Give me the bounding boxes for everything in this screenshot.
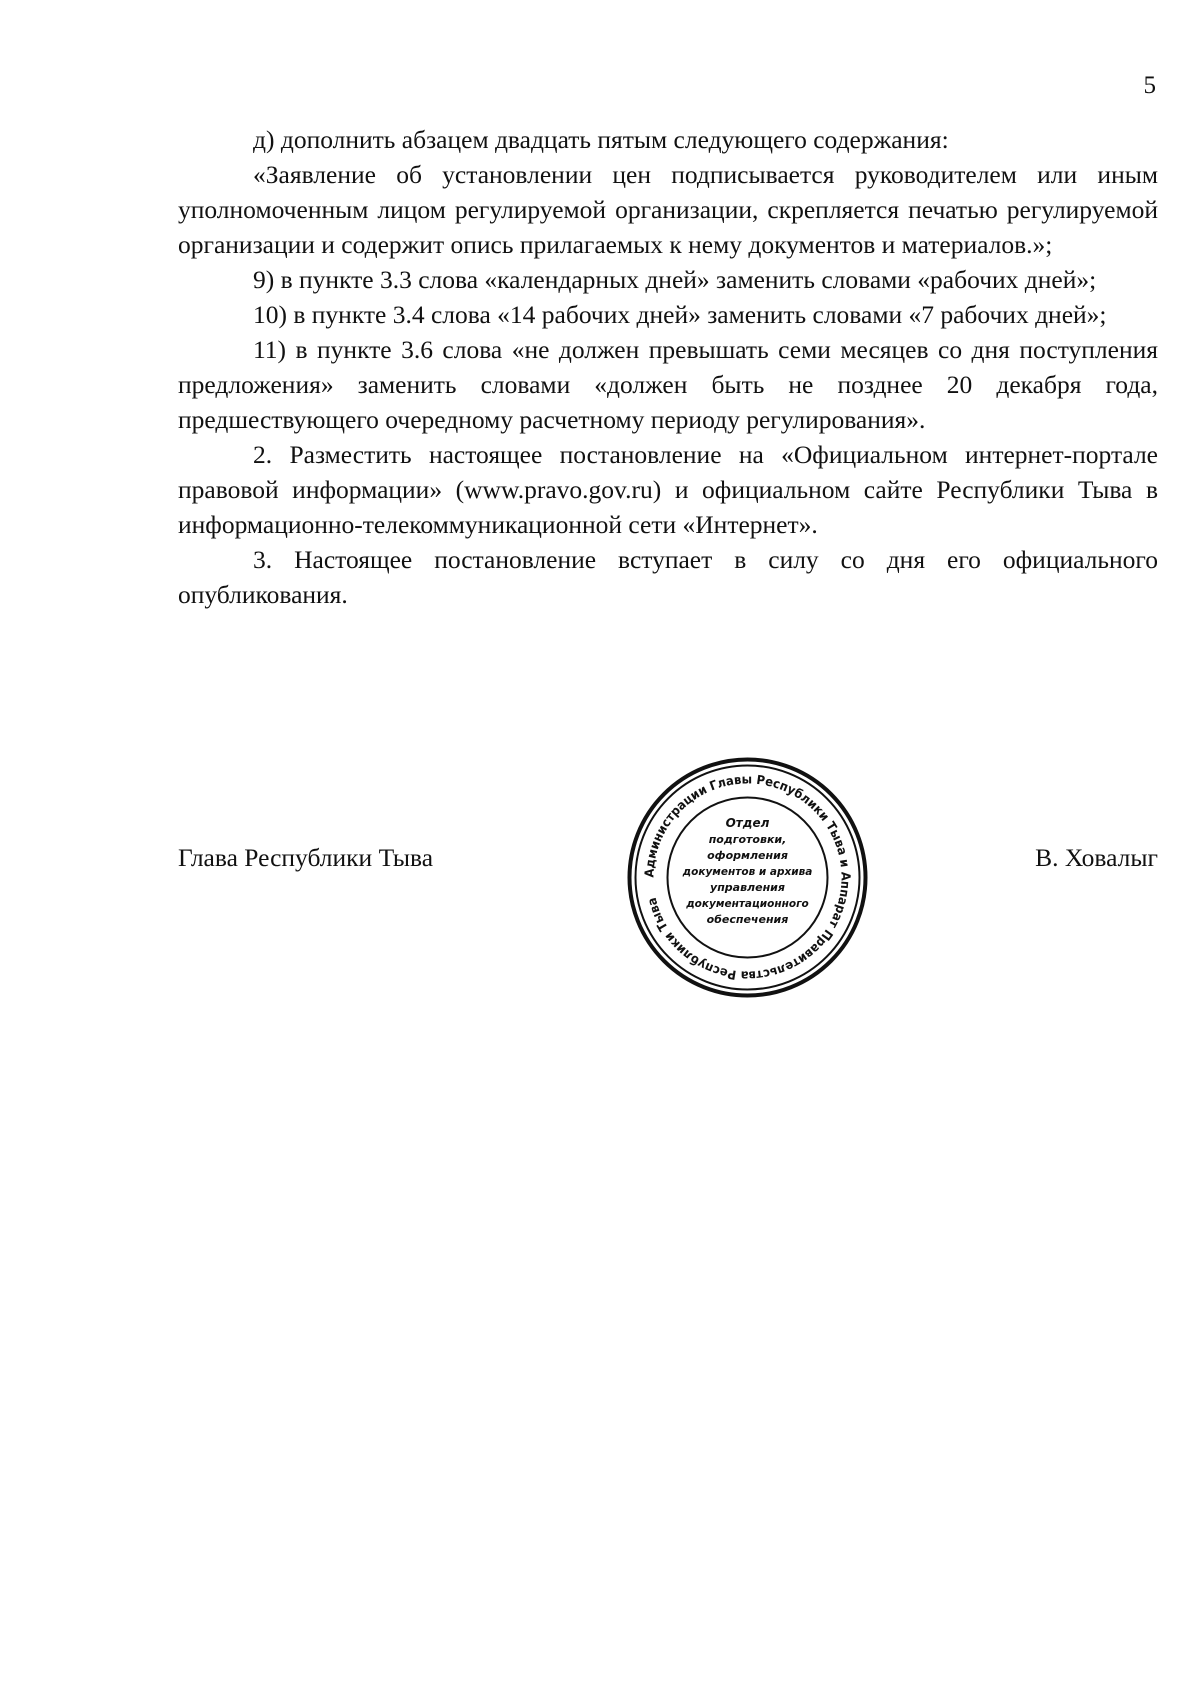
page-number: 5 (1143, 72, 1156, 99)
seal-center-line-7: обеспечения (706, 913, 789, 926)
seal-center-line-5: управления (710, 881, 785, 894)
official-seal-stamp (625, 755, 870, 1000)
document-body (178, 122, 1158, 612)
seal-center-line-2: подготовки, (708, 833, 787, 846)
seal-graphic (625, 755, 870, 1000)
seal-center-line-1: Отдел (725, 816, 770, 830)
seal-center-line-4: документов и архива (682, 866, 813, 878)
signatory-position: Глава Республики Тыва (178, 843, 434, 872)
paragraph-item-10: 10) в пункте 3.4 слова «14 рабочих дней» заменить словами «7 рабочих дней»; (253, 300, 1107, 329)
paragraph-quoted-statement: «Заявление об установлении цен подписывается руководителем или иным уполномоченным лицом регулируемой организации, скрепляется печатью регулируемой организации и содержит опись прилагаемых к нему документов и материалов.»; (178, 160, 1158, 259)
paragraph-amendment-d: д) дополнить абзацем двадцать пятым следующего содержания: (253, 125, 949, 154)
paragraph-item-11: 11) в пункте 3.6 слова «не должен превышать семи месяцев со дня поступления предложения» заменить словами «должен быть не позднее 20 декабря года, предшествующего очередному расчетному периоду регулирования». (178, 335, 1158, 434)
seal-center-line-6: документационного (686, 898, 809, 910)
seal-center-line-3: оформления (707, 849, 788, 862)
paragraph-effective-date: 3. Настоящее постановление вступает в силу со дня его официального опубликования. (178, 545, 1158, 609)
paragraph-publication: 2. Разместить настоящее постановление на «Официальном интернет-портале правовой информации» (www.pravo.gov.ru) и официальном сайте Республики Тыва в информационно-телекоммуникационной сети «Интернет». (178, 440, 1158, 539)
paragraph-item-9: 9) в пункте 3.3 слова «календарных дней» заменить словами «рабочих дней»; (253, 265, 1097, 294)
signatory-name: В. Ховалыг (1035, 843, 1158, 872)
seal-ring-textpath: Администрации Главы Республики Тыва и Аппарат Правительства Республики Тыва (641, 771, 854, 984)
seal-center-text (682, 816, 813, 926)
